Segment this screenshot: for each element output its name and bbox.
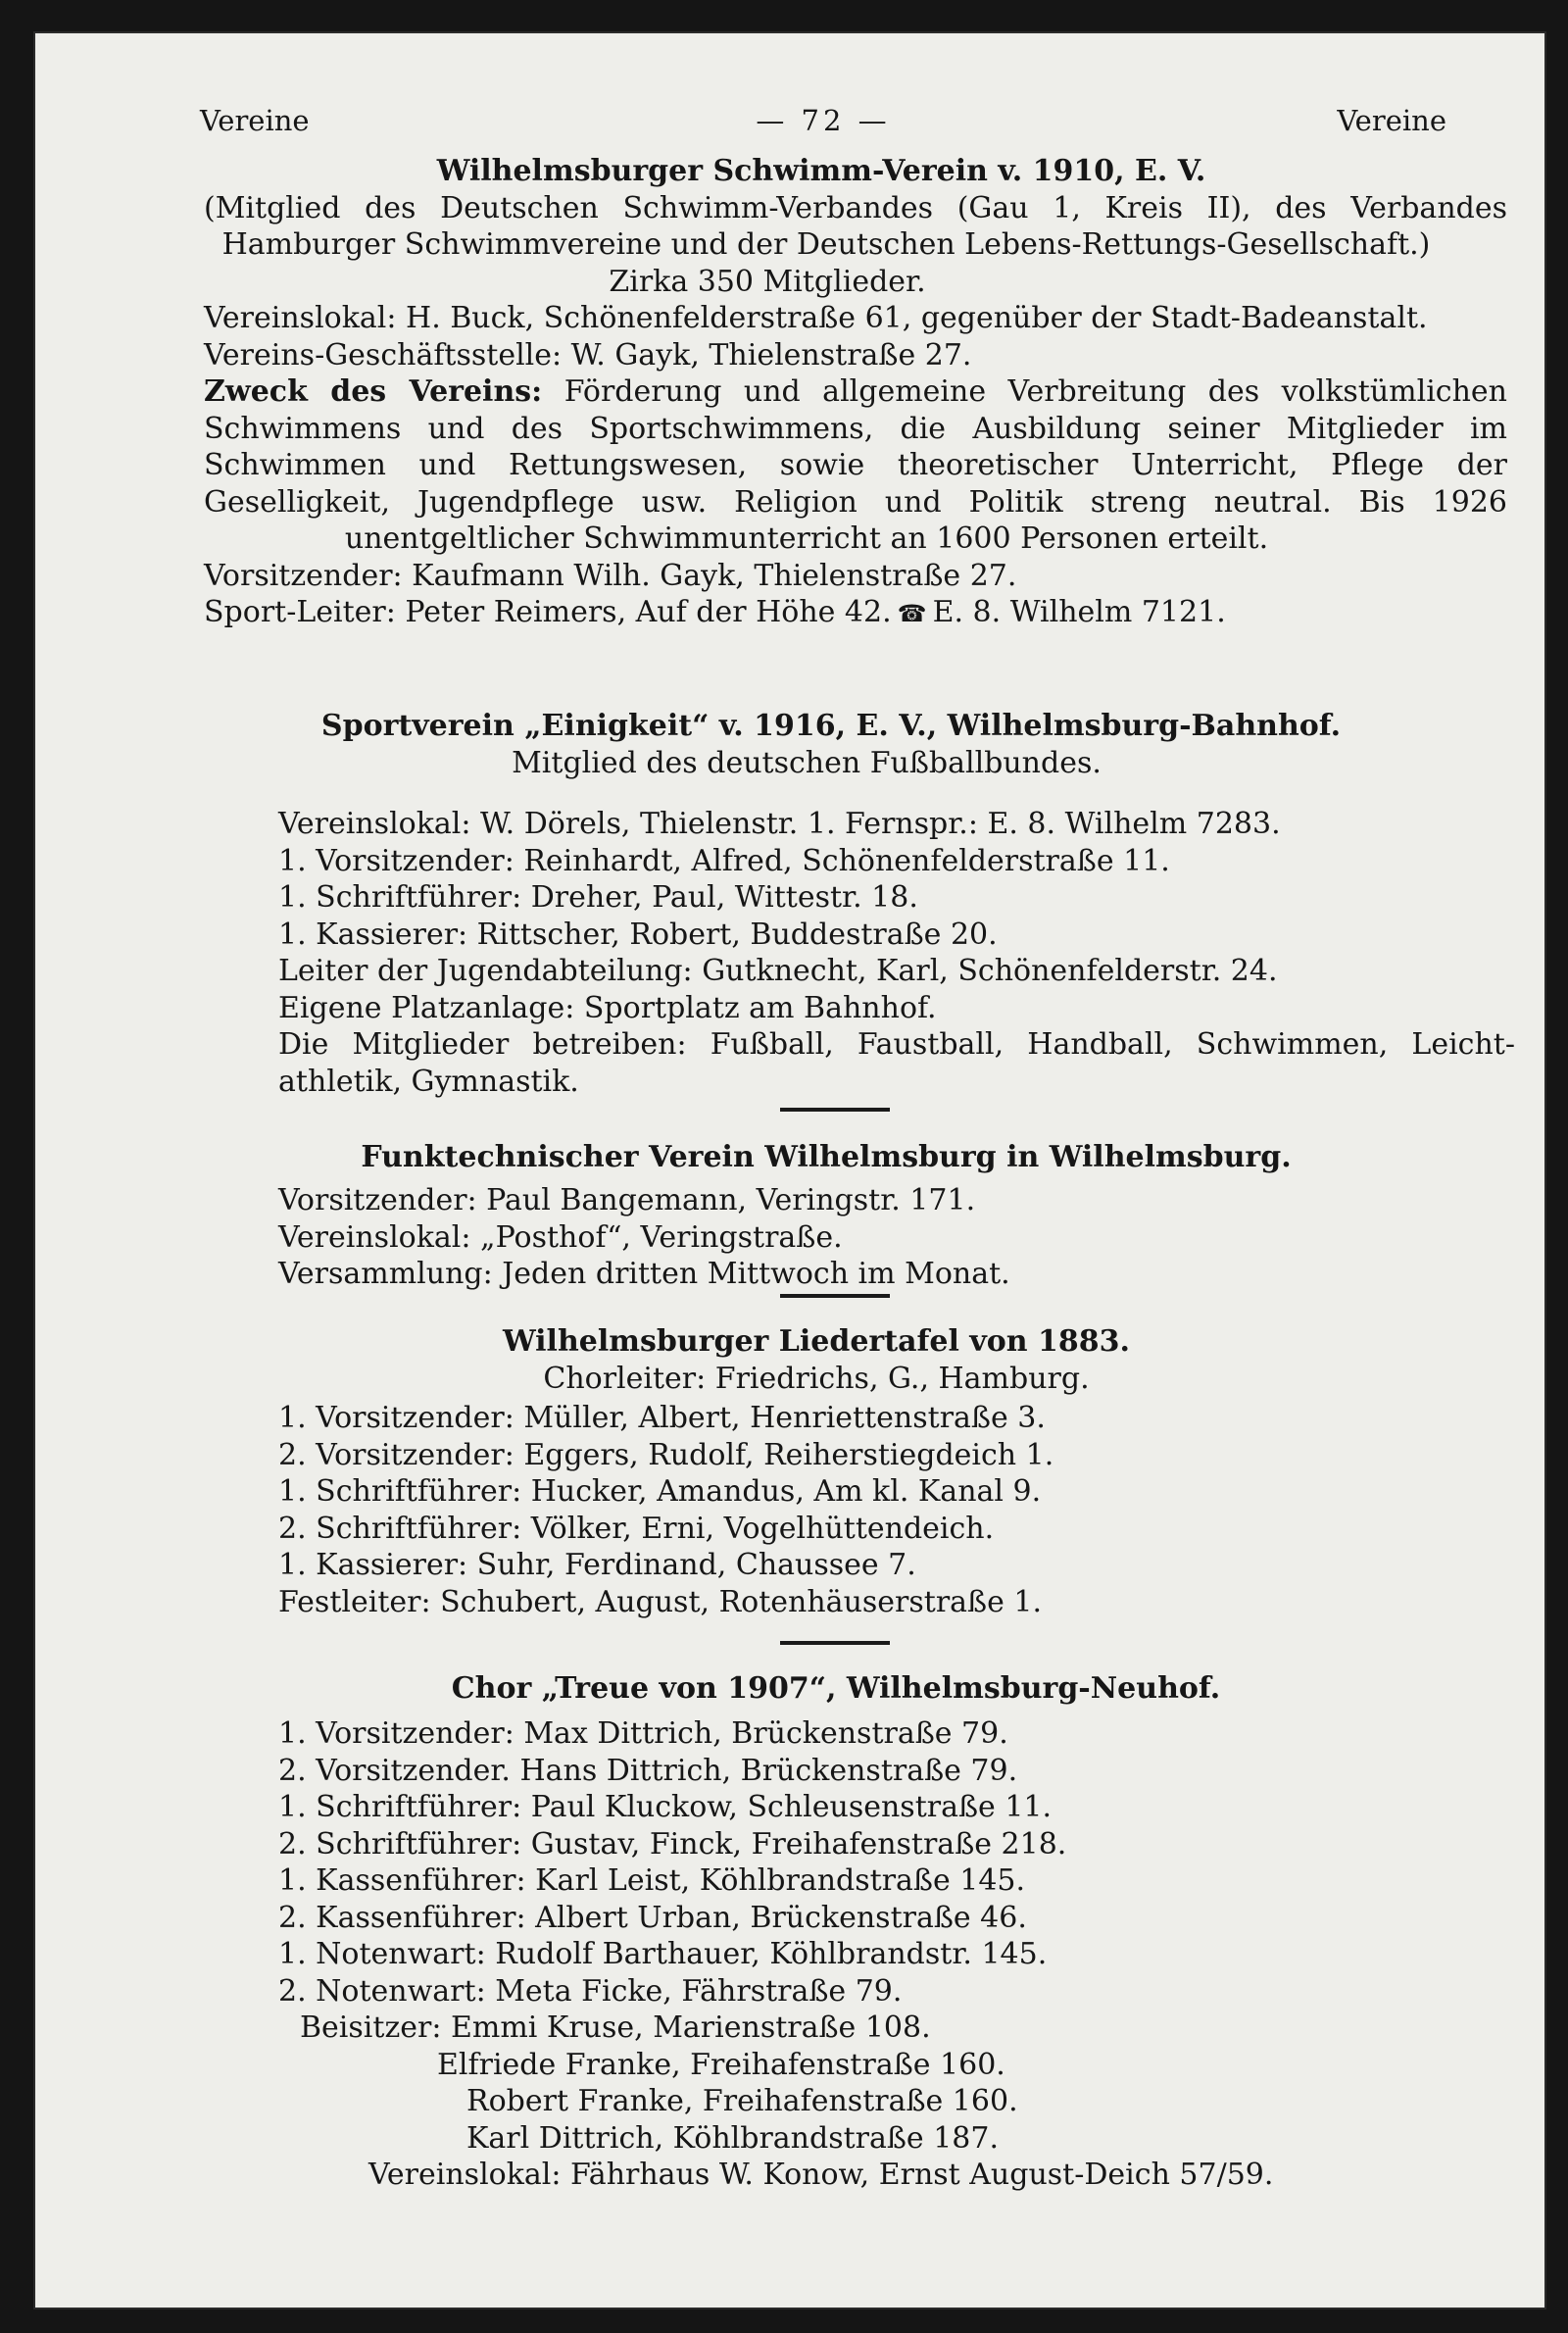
section-title: Wilhelmsburger Liedertafel von 1883. bbox=[502, 1324, 1130, 1359]
club-venue: Vereinslokal: H. Buck, Schönenfelderstraße 61, gegenüber der Stadt-Badeanstalt. bbox=[204, 301, 1428, 335]
detail-line: Die Mitglieder betreiben: Fußball, Faustball, Handball, Schwimmen, Leicht- bbox=[278, 1027, 1515, 1062]
section-title: Wilhelmsburger Schwimm-Verein v. 1910, E. V. bbox=[436, 154, 1206, 188]
section-sportverein-details bbox=[278, 806, 1515, 1100]
section-sportverein-einigkeit bbox=[204, 708, 1507, 781]
chairman: Vorsitzender: Kaufmann Wilh. Gayk, Thielenstraße 27. bbox=[204, 558, 1017, 593]
section-funktechnischer-verein bbox=[204, 1139, 1507, 1176]
detail-line: 1. Notenwart: Rudolf Barthauer, Köhlbrandstr. 145. bbox=[278, 1937, 1048, 1971]
detail-line: Vereinslokal: W. Dörels, Thielenstr. 1. Fernspr.: E. 8. Wilhelm 7283. bbox=[278, 807, 1281, 841]
detail-line: Vorsitzender: Paul Bangemann, Veringstr. 171. bbox=[278, 1183, 976, 1217]
purpose-line: Schwimmens und des Sportschwimmens, die Ausbildung seiner Mitglieder im bbox=[204, 411, 1507, 446]
purpose-line: Geselligkeit, Jugendpflege usw. Religion und Politik streng neutral. Bis 1926 bbox=[204, 484, 1507, 520]
detail-line: 2. Schriftführer: Völker, Erni, Vogelhüttendeich. bbox=[278, 1511, 995, 1546]
sport-leader: Sport-Leiter: Peter Reimers, Auf der Höhe 42. bbox=[204, 595, 892, 629]
header-right: Vereine bbox=[1337, 104, 1446, 137]
detail-line: 2. Vorsitzender. Hans Dittrich, Brückenstraße 79. bbox=[278, 1753, 1018, 1788]
page-number: — 72 — bbox=[756, 104, 891, 137]
assessor-line: Beisitzer: Emmi Kruse, Marienstraße 108. bbox=[300, 2010, 931, 2045]
detail-line: 1. Vorsitzender: Müller, Albert, Henriettenstraße 3. bbox=[278, 1401, 1046, 1435]
member-count: Zirka 350 Mitglieder. bbox=[609, 264, 926, 299]
assessor-line: Karl Dittrich, Köhlbrandstraße 187. bbox=[466, 2120, 1000, 2156]
assessor-line: Robert Franke, Freihafenstraße 160. bbox=[466, 2084, 1018, 2118]
detail-line: 1. Schriftführer: Hucker, Amandus, Am kl. Kanal 9. bbox=[278, 1474, 1042, 1509]
section-title: Sportverein „Einigkeit“ v. 1916, E. V., Wilhelmsburg-Bahnhof. bbox=[320, 709, 1342, 743]
club-office: Vereins-Geschäftsstelle: W. Gayk, Thielenstraße 27. bbox=[204, 337, 972, 372]
section-divider bbox=[780, 1108, 890, 1112]
section-liedertafel-details bbox=[278, 1400, 1515, 1620]
phone-number: E. 8. Wilhelm 7121. bbox=[932, 595, 1226, 629]
detail-line: Leiter der Jugendabteilung: Gutknecht, Karl, Schönenfelderstr. 24. bbox=[278, 954, 1278, 988]
section-subtitle: Mitglied des deutschen Fußballbundes. bbox=[512, 745, 1102, 780]
detail-line: Festleiter: Schubert, August, Rotenhäuserstraße 1. bbox=[278, 1584, 1043, 1619]
intro-line: (Mitglied des Deutschen Schwimm-Verbandes (Gau 1, Kreis II), des Verbandes bbox=[204, 190, 1507, 225]
purpose-line: unentgeltlicher Schwimmunterricht an 1600 Personen erteilt. bbox=[344, 521, 1269, 556]
detail-line: 2. Schriftführer: Gustav, Finck, Freihafenstraße 218. bbox=[278, 1826, 1067, 1861]
purpose-label: Zweck des Vereins: bbox=[204, 374, 543, 409]
detail-line: 1. Schriftführer: Paul Kluckow, Schleusenstraße 11. bbox=[278, 1790, 1053, 1824]
assessor-line: Elfriede Franke, Freihafenstraße 160. bbox=[437, 2047, 1005, 2082]
section-chor-details bbox=[278, 1715, 1515, 2010]
detail-line: 1. Vorsitzender: Reinhardt, Alfred, Schönenfelderstraße 11. bbox=[278, 843, 1170, 878]
detail-line: 2. Vorsitzender: Eggers, Rudolf, Reiherstiegdeich 1. bbox=[278, 1437, 1054, 1472]
section-chor-treue bbox=[204, 1670, 1507, 1708]
detail-line: 1. Vorsitzender: Max Dittrich, Brückenstraße 79. bbox=[278, 1716, 1008, 1751]
detail-line: 1. Kassierer: Rittscher, Robert, Buddestraße 20. bbox=[278, 917, 998, 952]
detail-line: Eigene Platzanlage: Sportplatz am Bahnhof. bbox=[278, 990, 937, 1025]
section-liedertafel bbox=[204, 1323, 1507, 1397]
detail-line: Vereinslokal: „Posthof“, Veringstraße. bbox=[278, 1219, 843, 1255]
detail-line: 1. Kassenführer: Karl Leist, Köhlbrandstraße 145. bbox=[278, 1863, 1026, 1898]
detail-line: 1. Kassierer: Suhr, Ferdinand, Chaussee 7. bbox=[278, 1548, 916, 1582]
section-title: Funktechnischer Verein Wilhelmsburg in Wilhelmsburg. bbox=[361, 1140, 1292, 1174]
section-subtitle: Chorleiter: Friedrichs, G., Hamburg. bbox=[543, 1361, 1090, 1396]
purpose-text: Förderung und allgemeine Verbreitung des volkstümlichen bbox=[564, 374, 1508, 409]
section-divider bbox=[780, 1294, 890, 1298]
detail-line: 2. Kassenführer: Albert Urban, Brückenstraße 46. bbox=[278, 1900, 1027, 1935]
detail-line: 1. Schriftführer: Dreher, Paul, Wittestr. 18. bbox=[278, 880, 918, 915]
telephone-icon: ☎ bbox=[897, 600, 927, 627]
section-divider bbox=[780, 1641, 890, 1645]
section-chor-beisitzer bbox=[300, 2010, 1515, 2194]
detail-line: 2. Notenwart: Meta Ficke, Fährstraße 79. bbox=[278, 1973, 903, 2009]
club-venue: Vereinslokal: Fährhaus W. Konow, Ernst August-Deich 57/59. bbox=[368, 2158, 1274, 2192]
document-page bbox=[35, 33, 1544, 2308]
section-title: Chor „Treue von 1907“, Wilhelmsburg-Neuhof. bbox=[451, 1671, 1221, 1706]
detail-line: athletik, Gymnastik. bbox=[278, 1064, 579, 1099]
header-left: Vereine bbox=[200, 104, 310, 137]
intro-line: Hamburger Schwimmvereine und der Deutschen Lebens-Rettungs-Gesellschaft.) bbox=[221, 227, 1431, 262]
section-schwimm-verein bbox=[204, 153, 1507, 633]
running-header bbox=[200, 104, 1446, 137]
sport-leader-line bbox=[204, 594, 1507, 633]
purpose-line: Schwimmen und Rettungswesen, sowie theoretischer Unterricht, Pflege der bbox=[204, 448, 1507, 482]
detail-line: Versammlung: Jeden dritten Mittwoch im Monat. bbox=[278, 1257, 1010, 1291]
section-funk-details bbox=[278, 1182, 1515, 1293]
purpose-line bbox=[204, 373, 1507, 411]
